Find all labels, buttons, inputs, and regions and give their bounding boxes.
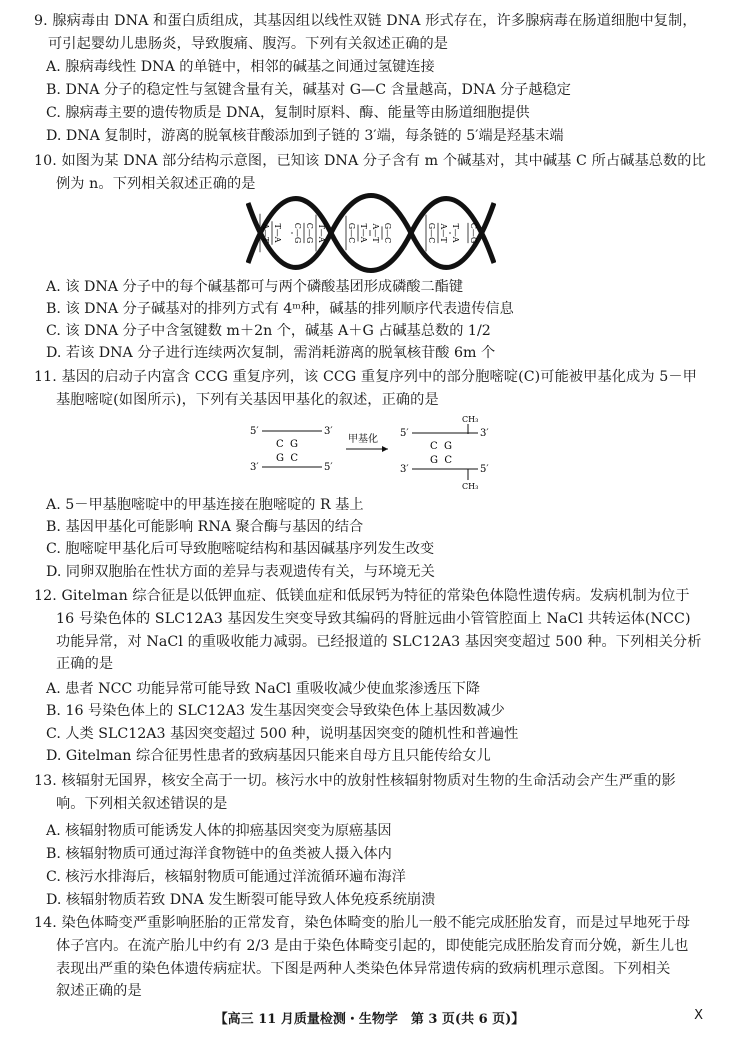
question-12-stem: 12. Gitelman 综合征是以低钾血症、低镁血症和低尿钙为特征的常染色体隐性遗传病。发病机制为位于 (34, 588, 690, 604)
base-pair-label: T—A (451, 223, 460, 243)
footer-text: 【高三 11 月质量检测・生物学 第 3 页(共 6 页)】 (214, 1012, 525, 1027)
q11-option-c[interactable]: C. 胞嘧啶甲基化后可导致胞嘧啶结构和基因碱基序列发生改变 (46, 541, 435, 557)
base-pair-label: T—A (359, 223, 368, 243)
question-13-stem: 13. 核辐射无国界，核安全高于一切。核污水中的放射性核辐射物质对生物的生命活动会产生严重的影 (34, 773, 676, 789)
question-13-stem-cont: 响。下列相关叙述错误的是 (56, 795, 228, 812)
q13-option-c[interactable]: C. 核污水排海后，核辐射物质可能通过洋流循环遍布海洋 (46, 869, 406, 885)
q11-option-a[interactable]: A. 5－甲基胞嘧啶中的甲基连接在胞嘧啶的 R 基上 (46, 497, 364, 513)
question-13 (34, 770, 714, 816)
question-14 (34, 912, 714, 1003)
base-pair-label: C—G (305, 222, 314, 244)
question-10 (34, 150, 714, 196)
methylation-figure (246, 412, 496, 496)
q12-option-b[interactable]: B. 16 号染色体上的 SLC12A3 发生基因突变会导致染色体上基因数减少 (46, 703, 505, 719)
top-left-bases: C G (276, 439, 298, 450)
base-pair-label: G—C (427, 222, 436, 244)
base-pair-label: C—G (469, 222, 478, 244)
base-pair-label: G—C (347, 222, 356, 244)
base-pair-label: A—T (371, 223, 380, 243)
question-14-stem-line3: 表现出严重的染色体遗传病症状。下图是两种人类染色体异常遗传病的致病机理示意图。下列相关 (56, 960, 671, 977)
q11-option-d[interactable]: D. 同卵双胞胎在性状方面的差异与表观遗传有关，与环境无关 (46, 564, 435, 580)
page-footer (0, 1008, 739, 1027)
q12-option-c[interactable]: C. 人类 SLC12A3 基因突变超过 500 种，说明基因突变的随机性和普遍性 (46, 726, 519, 742)
question-9 (34, 10, 714, 56)
label-3-prime-bottom-right: 3′ (400, 464, 409, 475)
q10-option-c[interactable]: C. 该 DNA 分子中含氢键数 m＋2n 个，碱基 A＋G 占碱基总数的 1/2 (46, 323, 491, 339)
question-12 (34, 585, 714, 676)
q9-option-c[interactable]: C. 腺病毒主要的遗传物质是 DNA，复制时原料、酶、能量等由肠道细胞提供 (46, 105, 530, 121)
question-14-stem-line2: 体子宫内。在流产胎儿中约有 2/3 是由于染色体畸变引起的，即使能完成胚胎发育而分娩，新生儿也 (56, 937, 689, 954)
q9-option-b[interactable]: B. DNA 分子的稳定性与氢键含量有关，碱基对 G—C 含量越高，DNA 分子越稳定 (46, 82, 571, 98)
ch3-bottom: CH₃ (462, 482, 479, 491)
q9-option-d[interactable]: D. DNA 复制时，游离的脱氧核苷酸添加到子链的 3′端，每条链的 5′端是羟基末端 (46, 128, 564, 144)
question-11-stem-cont: 基胞嘧啶(如图所示)，下列有关基因甲基化的叙述，正确的是 (56, 391, 439, 408)
label-3-prime-top-left: 3′ (324, 426, 333, 437)
base-pair-label: T—A (273, 223, 282, 243)
bottom-right-bases: G C (430, 455, 452, 466)
top-right-bases: C G (430, 441, 452, 452)
q13-option-d[interactable]: D. 核辐射物质若致 DNA 发生断裂可能导致人体免疫系统崩溃 (46, 892, 436, 908)
q12-option-d[interactable]: D. Gitelman 综合征男性患者的致病基因只能来自母方且只能传给女儿 (46, 748, 491, 764)
methylation-arrow-label: 甲基化 (348, 434, 378, 445)
q10-option-a[interactable]: A. 该 DNA 分子中的每个碱基都可与两个磷酸基团形成磷酸二酯键 (46, 279, 464, 295)
base-pair-label: A—T (439, 223, 448, 243)
dna-double-helix-figure (246, 193, 496, 273)
label-3-prime-top-right: 3′ (480, 428, 489, 439)
base-pair-label: G—C (383, 222, 392, 244)
q12-option-a[interactable]: A. 患者 NCC 功能异常可能导致 NaCl 重吸收减少使血浆渗透压下降 (46, 681, 481, 697)
q11-option-b[interactable]: B. 基因甲基化可能影响 RNA 聚合酶与基因的结合 (46, 519, 364, 535)
q13-option-b[interactable]: B. 核辐射物质可通过海洋食物链中的鱼类被人摄入体内 (46, 846, 392, 862)
footer-tag: X (694, 1008, 703, 1023)
question-9-stem-cont: 可引起婴幼儿患肠炎，导致腹痛、腹泻。下列有关叙述正确的是 (48, 35, 449, 52)
question-12-stem-line2: 16 号染色体的 SLC12A3 基因发生突变导致其编码的肾脏远曲小管管腔面上 NaCl 共转运体(NCC) (56, 610, 691, 627)
bottom-left-bases: G C (276, 453, 298, 464)
ch3-top: CH₃ (462, 415, 479, 424)
question-10-stem-cont: 例为 n。下列相关叙述正确的是 (56, 175, 256, 192)
label-5-prime-top-left: 5′ (250, 426, 259, 437)
base-pair-label: T—A (317, 223, 326, 243)
q13-option-a[interactable]: A. 核辐射物质可能诱发人体的抑癌基因突变为原癌基因 (46, 823, 392, 839)
question-11 (34, 366, 714, 412)
q9-option-a[interactable]: A. 腺病毒线性 DNA 的单链中，相邻的碱基之间通过氢键连接 (46, 59, 435, 75)
question-10-stem: 10. 如图为某 DNA 部分结构示意图，已知该 DNA 分子含有 m 个碱基对，其中碱基 C 所占碱基总数的比 (34, 153, 706, 169)
question-14-stem: 14. 染色体畸变严重影响胚胎的正常发育，染色体畸变的胎儿一般不能完成胚胎发育，而是过早地死于母 (34, 915, 691, 931)
q10-option-d[interactable]: D. 若该 DNA 分子进行连续两次复制，需消耗游离的脱氧核苷酸 6m 个 (46, 345, 496, 361)
question-9-stem: 9. 腺病毒由 DNA 和蛋白质组成，其基因组以线性双链 DNA 形式存在，许多腺病毒在肠道细胞中复制， (34, 13, 697, 29)
label-5-prime-top-right: 5′ (400, 428, 409, 439)
label-5-prime-bottom-right: 5′ (480, 464, 489, 475)
question-14-stem-line4: 叙述正确的是 (56, 983, 142, 1000)
label-5-prime-bottom-left: 5′ (324, 462, 333, 473)
question-12-stem-line4: 正确的是 (56, 656, 114, 673)
question-11-stem: 11. 基因的启动子内富含 CCG 重复序列，该 CCG 重复序列中的部分胞嘧啶(C)可能被甲基化成为 5－甲 (34, 369, 697, 385)
base-pair-label: C—G (293, 222, 302, 244)
question-12-stem-line3: 功能异常，对 NaCl 的重吸收能力减弱。已经报道的 SLC12A3 基因突变超过 500 种。下列相关分析 (56, 633, 702, 650)
base-pair-label: A—T (261, 223, 270, 243)
label-3-prime-bottom-left: 3′ (250, 462, 259, 473)
q10-option-b[interactable]: B. 该 DNA 分子碱基对的排列方式有 4ᵐ种，碱基的排列顺序代表遗传信息 (46, 301, 514, 317)
